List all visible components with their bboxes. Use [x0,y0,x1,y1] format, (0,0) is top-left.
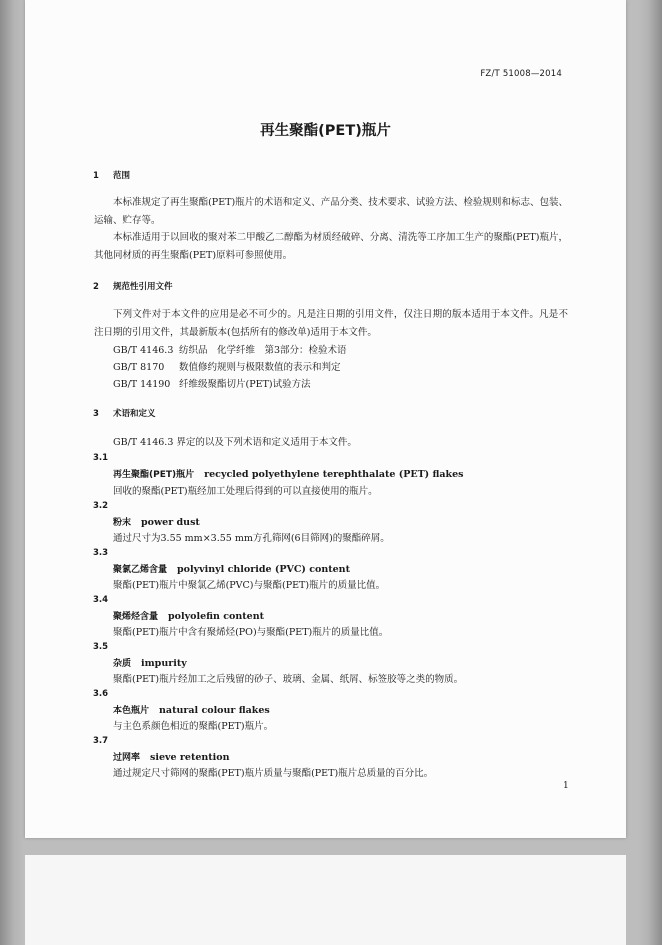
term-entry [113,562,350,575]
document-page [25,0,626,838]
paragraph: 本标准适用于以回收的聚对苯二甲酸乙二醇酯为材质经破碎、分离、清洗等工序加工生产的聚酯(PET)瓶片，其他同材质的再生聚酯(PET)原料可参照使用。 [94,232,568,261]
section-heading [93,407,156,419]
term-en: recycled polyethylene terephthalate (PET) flakes [204,469,464,480]
term-entry [113,609,264,622]
term-en: natural colour flakes [159,705,270,716]
section-number: 1 [93,171,99,181]
term-zh: 粉末 [113,518,132,528]
paragraph: 下列文件对于本文件的应用是必不可少的。凡是注日期的引用文件，仅注日期的版本适用于本文件。凡是不注日期的引用文件，其最新版本(包括所有的修改单)适用于本文件。 [94,309,568,338]
section-heading [93,280,173,292]
clause-number: 3.3 [93,548,109,558]
clause-number: 3.1 [93,453,109,463]
term-zh: 本色瓶片 [113,706,150,716]
clause-number: 3.7 [93,736,109,746]
section-intro: GB/T 4146.3 界定的以及下列术语和定义适用于本文件。 [113,437,357,448]
reference-title: 纤维级聚酯切片(PET)试验方法 [179,379,311,390]
term-en: polyolefin content [168,611,264,622]
term-zh: 再生聚酯(PET)瓶片 [113,470,195,480]
reference-item [113,376,311,390]
term-zh: 聚氯乙烯含量 [113,565,168,575]
reference-code: GB/T 4146.3 [113,345,174,356]
section-number: 3 [93,409,99,419]
term-en: impurity [141,658,187,669]
term-definition: 通过规定尺寸筛网的聚酯(PET)瓶片质量与聚酯(PET)瓶片总质量的百分比。 [113,768,434,779]
term-entry [113,467,464,480]
reference-title: 数值修约规则与极限数值的表示和判定 [179,362,341,373]
term-entry [113,750,230,763]
term-en: sieve retention [150,752,230,763]
reference-title: 纺织品 化学纤维 第3部分：检验术语 [179,345,347,356]
term-zh: 杂质 [113,659,132,669]
reference-item [113,359,341,373]
term-entry [113,515,200,528]
term-zh: 聚烯烃含量 [113,612,159,622]
reference-code: GB/T 14190 [113,379,171,390]
section-title: 范围 [113,171,131,181]
term-en: polyvinyl chloride (PVC) content [177,564,350,575]
section-number: 2 [93,282,99,292]
term-definition: 聚酯(PET)瓶片中聚氯乙烯(PVC)与聚酯(PET)瓶片的质量比值。 [113,580,386,591]
reference-code: GB/T 8170 [113,362,165,373]
section-title: 规范性引用文件 [113,282,173,292]
paragraph: 本标准规定了再生聚酯(PET)瓶片的术语和定义、产品分类、技术要求、试验方法、检验规则和标志、包装、运输、贮存等。 [94,197,568,226]
section-title: 术语和定义 [113,409,156,419]
term-definition: 聚酯(PET)瓶片中含有聚烯烃(PO)与聚酯(PET)瓶片的质量比值。 [113,627,389,638]
term-zh: 过网率 [113,753,141,763]
reference-item [113,342,347,356]
term-definition: 通过尺寸为3.55 mm×3.55 mm方孔筛网(6目筛网)的聚酯碎屑。 [113,533,390,544]
next-page [25,855,626,945]
document-title: 再生聚酯(PET)瓶片 [260,123,391,139]
term-definition: 回收的聚酯(PET)瓶经加工处理后得到的可以直接使用的瓶片。 [113,486,378,497]
term-entry [113,656,187,669]
standard-number: FZ/T 51008—2014 [480,69,562,79]
clause-number: 3.6 [93,689,109,699]
clause-number: 3.2 [93,501,109,511]
term-entry [113,703,270,716]
term-en: power dust [141,517,200,528]
page-number: 1 [563,781,569,791]
clause-number: 3.4 [93,595,109,605]
term-definition: 聚酯(PET)瓶片经加工之后残留的砂子、玻璃、金属、纸屑、标签胶等之类的物质。 [113,674,464,685]
clause-number: 3.5 [93,642,109,652]
section-heading [93,169,130,181]
term-definition: 与主色系颜色相近的聚酯(PET)瓶片。 [113,721,274,732]
